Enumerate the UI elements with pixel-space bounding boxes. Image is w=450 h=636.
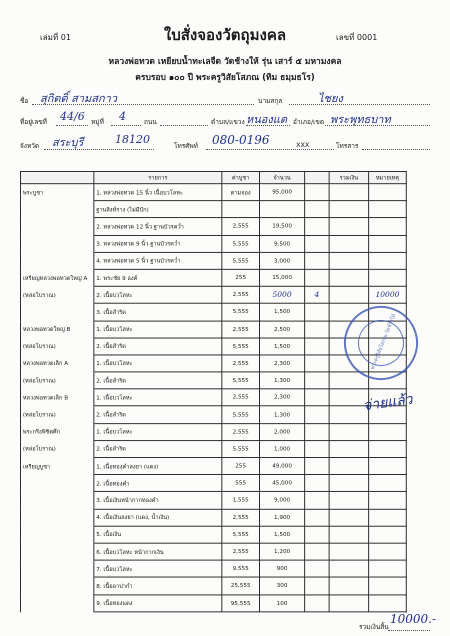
row-price: 5,555 — [222, 406, 260, 423]
row-qty[interactable]: 1,500 — [259, 338, 304, 355]
row-category — [20, 526, 93, 543]
row-item: 1. พระชัย 9 องค์ — [94, 269, 222, 286]
fax-line — [362, 149, 430, 150]
row-price: 5,555 — [222, 252, 260, 269]
row-count[interactable] — [305, 184, 329, 201]
row-category — [20, 492, 93, 509]
row-count[interactable] — [305, 560, 329, 577]
row-price: 5,555 — [222, 338, 260, 355]
subdistrict-value[interactable]: หนองแต — [246, 113, 287, 126]
row-item: ฐานสิงห์ราง (ไม่มีปัก) — [94, 201, 222, 218]
table-row — [20, 201, 406, 218]
row-item: 2. เนื้อสำริด — [94, 372, 222, 389]
table-row — [20, 269, 406, 286]
row-category: เหรียญหลวงพ่อทวดใหญ่ A — [20, 269, 93, 286]
row-item: 1. เนื้อบวโลหะ — [94, 423, 222, 440]
row-item: 2. หลวงพ่อทวด 12 นิ้ว ฐานบัวรคว่ำ — [94, 218, 222, 235]
row-note[interactable] — [369, 492, 407, 509]
name-label: ชื่อ — [20, 97, 29, 105]
row-item: 1. เนื้อบวโลหะ — [94, 355, 222, 372]
row-price: 555 — [222, 475, 260, 492]
row-total — [329, 492, 369, 509]
row-category — [20, 543, 93, 560]
alley-line — [160, 125, 208, 126]
row-count[interactable] — [305, 338, 329, 355]
row-total — [329, 526, 369, 543]
row-qty[interactable]: 9,500 — [259, 235, 304, 252]
row-item: 1. เนื้อทองคำลงยา (แดง) — [94, 458, 222, 475]
row-category: พระบูชา — [20, 184, 93, 201]
address-label: ที่อยู่เลขที่ — [20, 118, 47, 126]
row-price: 25,555 — [222, 577, 260, 594]
row-count[interactable] — [305, 492, 329, 509]
row-price: 2,555 — [222, 509, 260, 526]
row-qty[interactable]: 2,000 — [259, 423, 304, 440]
row-item: 1. เนื้อบวโลหะ — [94, 321, 222, 338]
row-note[interactable] — [369, 201, 407, 218]
header-note: หมายเหตุ — [369, 171, 407, 183]
row-qty[interactable]: 2,300 — [259, 389, 304, 406]
row-item: 8. เนื้ออาปากำ — [94, 577, 222, 594]
table-row — [20, 440, 406, 457]
row-count[interactable] — [305, 543, 329, 560]
row-note[interactable] — [369, 543, 407, 560]
name-value[interactable]: สุกิตติ์ สามสกาว — [40, 92, 118, 105]
row-category — [20, 235, 93, 252]
address-value[interactable]: 44/6 — [60, 110, 85, 123]
stamp-text: พระครูวิสัยโสภณ วัดช้างให้ — [369, 313, 398, 371]
row-qty[interactable]: 1,000 — [259, 440, 304, 457]
row-count[interactable] — [305, 509, 329, 526]
row-item: 4. เนื้อเงินลงยา (แดง, น้ำเงิน) — [94, 509, 222, 526]
table-row — [20, 304, 406, 321]
grand-total-line — [388, 630, 430, 631]
subdistrict-label: ตำบล/แขวง — [211, 118, 245, 126]
table-row — [20, 594, 406, 611]
table-row — [20, 577, 406, 594]
row-qty[interactable]: 2,300 — [259, 355, 304, 372]
row-category — [20, 201, 93, 218]
row-total — [329, 252, 369, 269]
row-qty[interactable]: 1,900 — [259, 509, 304, 526]
row-count[interactable] — [305, 526, 329, 543]
row-note[interactable] — [369, 269, 407, 286]
row-qty[interactable] — [259, 201, 304, 218]
row-note[interactable] — [369, 423, 407, 440]
row-count[interactable] — [305, 423, 329, 440]
row-category: หลวงพ่อทวดใหญ่ B — [20, 321, 93, 338]
row-category: (หล่อโบราณ) — [20, 338, 93, 355]
header-total: รวมเงิน — [329, 171, 369, 183]
row-item: 6. เนื้อบวโลหะ หน้ากากเงิน — [94, 543, 222, 560]
row-count[interactable] — [305, 252, 329, 269]
postcode-value[interactable]: 18120 — [115, 133, 150, 146]
row-count[interactable] — [305, 440, 329, 457]
row-price — [222, 201, 260, 218]
alley-label: ถนน — [144, 118, 157, 126]
row-count[interactable]: 4 — [305, 286, 329, 303]
row-count[interactable] — [305, 458, 329, 475]
row-total — [329, 577, 369, 594]
header-category — [20, 171, 93, 183]
table-row — [20, 218, 406, 235]
surname-value[interactable]: ไชยง — [318, 92, 343, 105]
row-category: หลวงพ่อทวดเล็ก B — [20, 389, 93, 406]
moo-line — [111, 125, 141, 126]
row-item: 2. เนื้อสำริด — [94, 406, 222, 423]
row-category — [20, 560, 93, 577]
table-row — [20, 389, 406, 406]
row-category: (หล่อโบราณ) — [20, 286, 93, 303]
header-qty: จำนวน — [259, 171, 304, 183]
surname-line — [289, 104, 430, 105]
row-total — [329, 286, 369, 303]
row-item: 2. เนื้อสำริด — [94, 440, 222, 457]
form-subtitle-1: หลวงพ่อทวด เหยียบน้ำทะเลจืด วัดช้างให้ รุ่น เสาร์ ๕ มหามงคล — [108, 57, 342, 67]
surname-label: นามสกุล — [258, 97, 283, 105]
row-price: 2,555 — [222, 286, 260, 303]
row-total — [329, 560, 369, 577]
row-count[interactable] — [305, 304, 329, 321]
row-note[interactable] — [369, 594, 407, 611]
row-category: พระกริ่งพิชิตศึก — [20, 423, 93, 440]
row-item: 2. เนื้อบวโลหะ — [94, 286, 222, 303]
row-qty[interactable]: 1,500 — [259, 304, 304, 321]
table-row — [20, 372, 406, 389]
row-qty[interactable]: 300 — [259, 577, 304, 594]
row-qty[interactable]: 9,000 — [259, 492, 304, 509]
row-total — [329, 269, 369, 286]
row-category: (หล่อโบราณ) — [20, 372, 93, 389]
row-count[interactable] — [305, 372, 329, 389]
row-price: 255 — [222, 458, 260, 475]
row-price: 255 — [222, 269, 260, 286]
row-count[interactable] — [305, 475, 329, 492]
table-row — [20, 286, 406, 303]
row-price: 2,555 — [222, 355, 260, 372]
row-total — [329, 423, 369, 440]
document-number: เลขที่ 0001 — [336, 33, 378, 42]
row-note[interactable] — [369, 440, 407, 457]
district-value[interactable]: พระพุทธบาท — [330, 113, 391, 126]
row-price: 5,555 — [222, 372, 260, 389]
grand-total-value[interactable]: 10000.- — [390, 612, 437, 626]
row-count[interactable] — [305, 321, 329, 338]
row-qty[interactable]: 95,000 — [259, 184, 304, 201]
row-price: 95,555 — [222, 594, 260, 611]
row-total — [329, 440, 369, 457]
row-count[interactable] — [305, 201, 329, 218]
row-note[interactable] — [369, 252, 407, 269]
row-price: 1,555 — [222, 492, 260, 509]
order-table — [20, 171, 407, 612]
form-title: ใบสั่งจองวัตถุมงคล — [163, 26, 287, 44]
row-note[interactable] — [369, 218, 407, 235]
row-count[interactable] — [305, 577, 329, 594]
row-count[interactable] — [305, 406, 329, 423]
row-note[interactable] — [369, 458, 407, 475]
table-row — [20, 492, 406, 509]
row-item: 4. หลวงพ่อทวด 5 นิ้ว ฐานบัวรคว่ำ — [94, 252, 222, 269]
row-count[interactable] — [305, 235, 329, 252]
row-item: 1. เนื้อบวโลหะ — [94, 389, 222, 406]
row-category: เหรียญบูชา — [20, 458, 93, 475]
row-total — [329, 509, 369, 526]
moo-value[interactable]: 4 — [119, 110, 126, 123]
row-note[interactable] — [369, 526, 407, 543]
moo-label: หมู่ที่ — [91, 118, 104, 126]
row-price: 5,555 — [222, 526, 260, 543]
phone-masked: XXX — [296, 141, 310, 149]
row-price: 2,555 — [222, 321, 260, 338]
grand-total-label: รวมเงินสิ้น — [359, 623, 389, 631]
row-qty[interactable]: 1,200 — [259, 543, 304, 560]
fax-label: โทรสาร — [336, 142, 359, 150]
address-line — [56, 125, 88, 126]
table-row — [20, 458, 406, 475]
row-item: 1. หลวงพ่อทวด 15 นิ้ว เนื้อบวโลหะ — [94, 184, 222, 201]
table-row — [20, 235, 406, 252]
table-row — [20, 252, 406, 269]
row-category — [20, 218, 93, 235]
district-label: อำเภอ/เขต — [293, 118, 325, 126]
row-note[interactable] — [369, 184, 407, 201]
row-total — [329, 458, 369, 475]
row-item: 3. เนื้อเงินหน้ากากทองคำ — [94, 492, 222, 509]
row-item: 9. เนื้อทองแดง — [94, 594, 222, 611]
row-qty[interactable]: 100 — [259, 594, 304, 611]
province-label: จังหวัด — [20, 142, 40, 150]
row-item: 5. เนื้อเงิน — [94, 526, 222, 543]
row-qty[interactable]: 45,000 — [259, 475, 304, 492]
table-row — [20, 526, 406, 543]
row-price: 2,555 — [222, 218, 260, 235]
row-price: 5,555 — [222, 235, 260, 252]
table-row — [20, 543, 406, 560]
table-row — [20, 509, 406, 526]
row-price: 2,555 — [222, 389, 260, 406]
table-row — [20, 560, 406, 577]
row-total — [329, 218, 369, 235]
header-count — [305, 171, 329, 183]
row-qty[interactable]: 1,300 — [259, 372, 304, 389]
row-qty[interactable]: 15,000 — [259, 269, 304, 286]
row-qty[interactable]: 900 — [259, 560, 304, 577]
row-category — [20, 252, 93, 269]
row-total — [329, 475, 369, 492]
row-total — [329, 184, 369, 201]
row-total — [329, 235, 369, 252]
row-category — [20, 594, 93, 611]
row-note[interactable]: 10000 — [369, 286, 407, 303]
row-qty[interactable]: 1,300 — [259, 406, 304, 423]
row-item: 2. เนื้อทองคำ — [94, 475, 222, 492]
row-count[interactable] — [305, 269, 329, 286]
row-count[interactable] — [305, 218, 329, 235]
header-item: รายการ — [94, 171, 222, 183]
row-count[interactable] — [305, 594, 329, 611]
paid-stamp: จ่ายแล้ว — [362, 391, 414, 415]
row-note[interactable] — [369, 577, 407, 594]
row-category: (หล่อโบราณ) — [20, 440, 93, 457]
row-count[interactable] — [305, 389, 329, 406]
row-item: 2. เนื้อสำริด — [94, 338, 222, 355]
row-total — [329, 201, 369, 218]
row-note[interactable] — [369, 509, 407, 526]
table-row — [20, 475, 406, 492]
row-qty[interactable]: 3,000 — [259, 252, 304, 269]
table-row — [20, 406, 406, 423]
row-category — [20, 577, 93, 594]
phone-line — [206, 149, 334, 150]
row-qty[interactable]: 2,500 — [259, 321, 304, 338]
row-qty[interactable]: 5000 — [259, 286, 304, 303]
row-total — [329, 594, 369, 611]
row-qty[interactable]: 19,500 — [259, 218, 304, 235]
row-category — [20, 304, 93, 321]
phone-value[interactable]: 080-0196 — [212, 133, 270, 147]
phone-label: โทรศัพท์ — [174, 142, 198, 150]
form-subtitle-2: ครบรอบ ๑๐๐ ปี พระครูวิสัยโสภณ (ทิม ธมฺมธโร) — [135, 73, 315, 83]
row-note[interactable] — [369, 235, 407, 252]
row-price: 2,555 — [222, 543, 260, 560]
row-item: 7. เนื้อบวโลหะ — [94, 560, 222, 577]
row-qty[interactable]: 49,000 — [259, 458, 304, 475]
header-price: ค่าบูชา — [222, 171, 260, 183]
row-price: ตามจอง — [222, 184, 260, 201]
row-note[interactable] — [369, 560, 407, 577]
row-category — [20, 475, 93, 492]
province-value[interactable]: สระบุรี — [52, 136, 84, 149]
row-note[interactable] — [369, 475, 407, 492]
row-price: 5,555 — [222, 304, 260, 321]
row-count[interactable] — [305, 355, 329, 372]
row-total — [329, 543, 369, 560]
book-number: เล่มที่ 01 — [40, 33, 71, 42]
row-qty[interactable]: 1,500 — [259, 526, 304, 543]
table-row — [20, 423, 406, 440]
row-price: 2,555 — [222, 423, 260, 440]
row-item: 3. เนื้อสำริด — [94, 304, 222, 321]
row-price: 5,555 — [222, 440, 260, 457]
row-price: 9,555 — [222, 560, 260, 577]
row-category: หลวงพ่อทวดเล็ก A — [20, 355, 93, 372]
row-item: 3. หลวงพ่อทวด 9 นิ้ว ฐานบัวรคว่ำ — [94, 235, 222, 252]
table-row — [20, 184, 406, 201]
table-header-row — [20, 171, 406, 183]
row-category: (หล่อโบราณ) — [20, 406, 93, 423]
row-category — [20, 509, 93, 526]
